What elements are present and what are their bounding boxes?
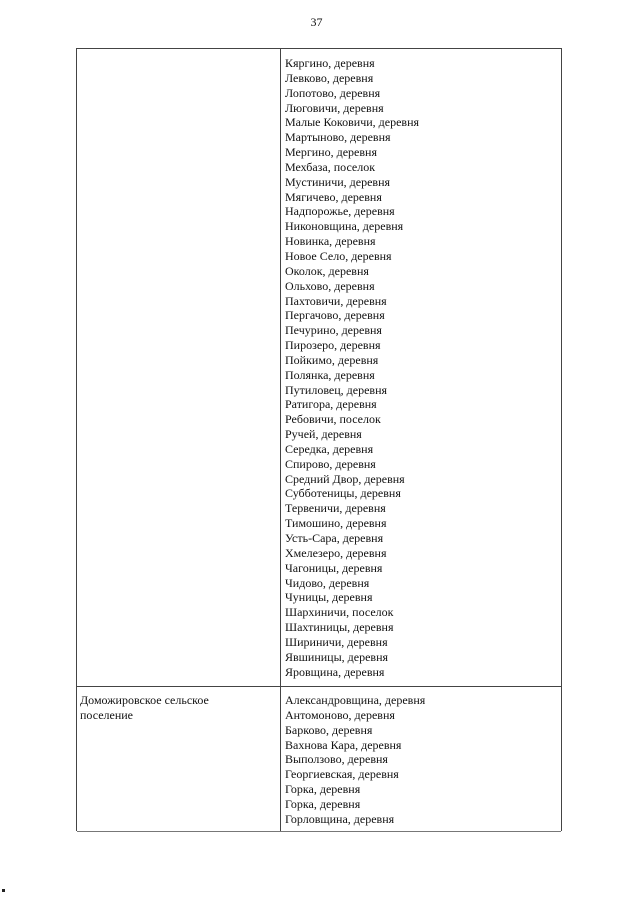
settlement-item: Тимошино, деревня: [285, 516, 387, 531]
settlement-item: Мехбаза, поселок: [285, 159, 376, 174]
settlement-item: Шахтиницы, деревня: [285, 620, 394, 635]
settlement-item: Ребовичи, поселок: [285, 412, 381, 427]
settlement-item: Ручей, деревня: [285, 427, 362, 442]
settlement-item: Мустиничи, деревня: [285, 174, 391, 189]
settlement-item: Новое Село, деревня: [285, 248, 392, 263]
settlement-item: Надпорожье, деревня: [285, 204, 395, 219]
row-divider: [77, 686, 561, 687]
settlement-item: Выползово, деревня: [285, 752, 388, 767]
settlement-item: Ольхово, деревня: [285, 278, 375, 293]
settlement-item: Середка, деревня: [285, 441, 374, 456]
settlement-list-row-1: [285, 56, 419, 679]
municipality-name-line-1: Доможировское сельское: [80, 693, 209, 707]
settlement-item: Пирозеро, деревня: [285, 338, 381, 353]
column-divider: [280, 49, 281, 831]
page-number: 37: [310, 15, 323, 29]
settlement-item: Чуницы, деревня: [285, 590, 373, 605]
settlement-item: Яровщина, деревня: [285, 664, 385, 679]
settlement-item: Шархиничи, поселок: [285, 605, 394, 620]
settlement-item: Пергачово, деревня: [285, 308, 385, 323]
settlement-item: Георгиевская, деревня: [285, 767, 399, 782]
table-bottom-edge: [77, 831, 561, 832]
settlements-table: [76, 48, 562, 831]
settlement-item: Вахнова Кара, деревня: [285, 737, 402, 752]
municipality-name-line-2: поселение: [80, 707, 134, 722]
settlement-item: Александровщина, деревня: [285, 693, 426, 707]
settlement-item: Левково, деревня: [285, 70, 374, 85]
settlement-item: Средний Двор, деревня: [285, 471, 405, 486]
settlement-item: Мергино, деревня: [285, 145, 377, 160]
settlement-item: Путиловец, деревня: [285, 382, 388, 397]
settlement-item: Околок, деревня: [285, 263, 369, 278]
settlement-item: Явшиницы, деревня: [285, 649, 389, 664]
settlement-item: Мартыново, деревня: [285, 130, 391, 145]
settlement-item: Усть-Сара, деревня: [285, 531, 384, 545]
settlement-item: Люговичи, деревня: [285, 100, 384, 115]
settlement-item: Горловщина, деревня: [285, 811, 395, 826]
settlement-item: Чагоницы, деревня: [285, 560, 383, 575]
settlement-item: Шириничи, деревня: [285, 634, 388, 649]
settlement-item: Малые Коковичи, деревня: [285, 115, 420, 130]
settlement-item: Антомоново, деревня: [285, 707, 395, 722]
settlement-item: Горка, деревня: [285, 796, 361, 811]
settlement-item: Субботеницы, деревня: [285, 486, 401, 501]
settlement-item: Спирово, деревня: [285, 456, 376, 471]
settlement-item: Ратигора, деревня: [285, 397, 377, 412]
settlement-item: Чидово, деревня: [285, 575, 370, 590]
settlement-item: Мягичево, деревня: [285, 189, 382, 204]
settlement-item: Хмелезеро, деревня: [285, 545, 387, 560]
settlement-item: Горка, деревня: [285, 782, 361, 797]
settlement-item: Новинка, деревня: [285, 234, 376, 249]
margin-mark: [2, 889, 5, 892]
settlement-item: Печурино, деревня: [285, 323, 382, 338]
settlement-item: Пойкимо, деревня: [285, 352, 379, 367]
municipality-cell: [80, 693, 260, 723]
settlement-item: Пахтовичи, деревня: [285, 293, 387, 308]
settlement-list-row-2: [285, 693, 425, 827]
settlement-item: Лопотово, деревня: [285, 85, 381, 100]
settlement-item: Барково, деревня: [285, 722, 373, 737]
settlement-item: Тервеничи, деревня: [285, 501, 386, 516]
settlement-item: Полянка, деревня: [285, 367, 375, 382]
settlement-item: Кяргино, деревня: [285, 56, 375, 70]
settlement-item: Никоновщина, деревня: [285, 219, 404, 234]
